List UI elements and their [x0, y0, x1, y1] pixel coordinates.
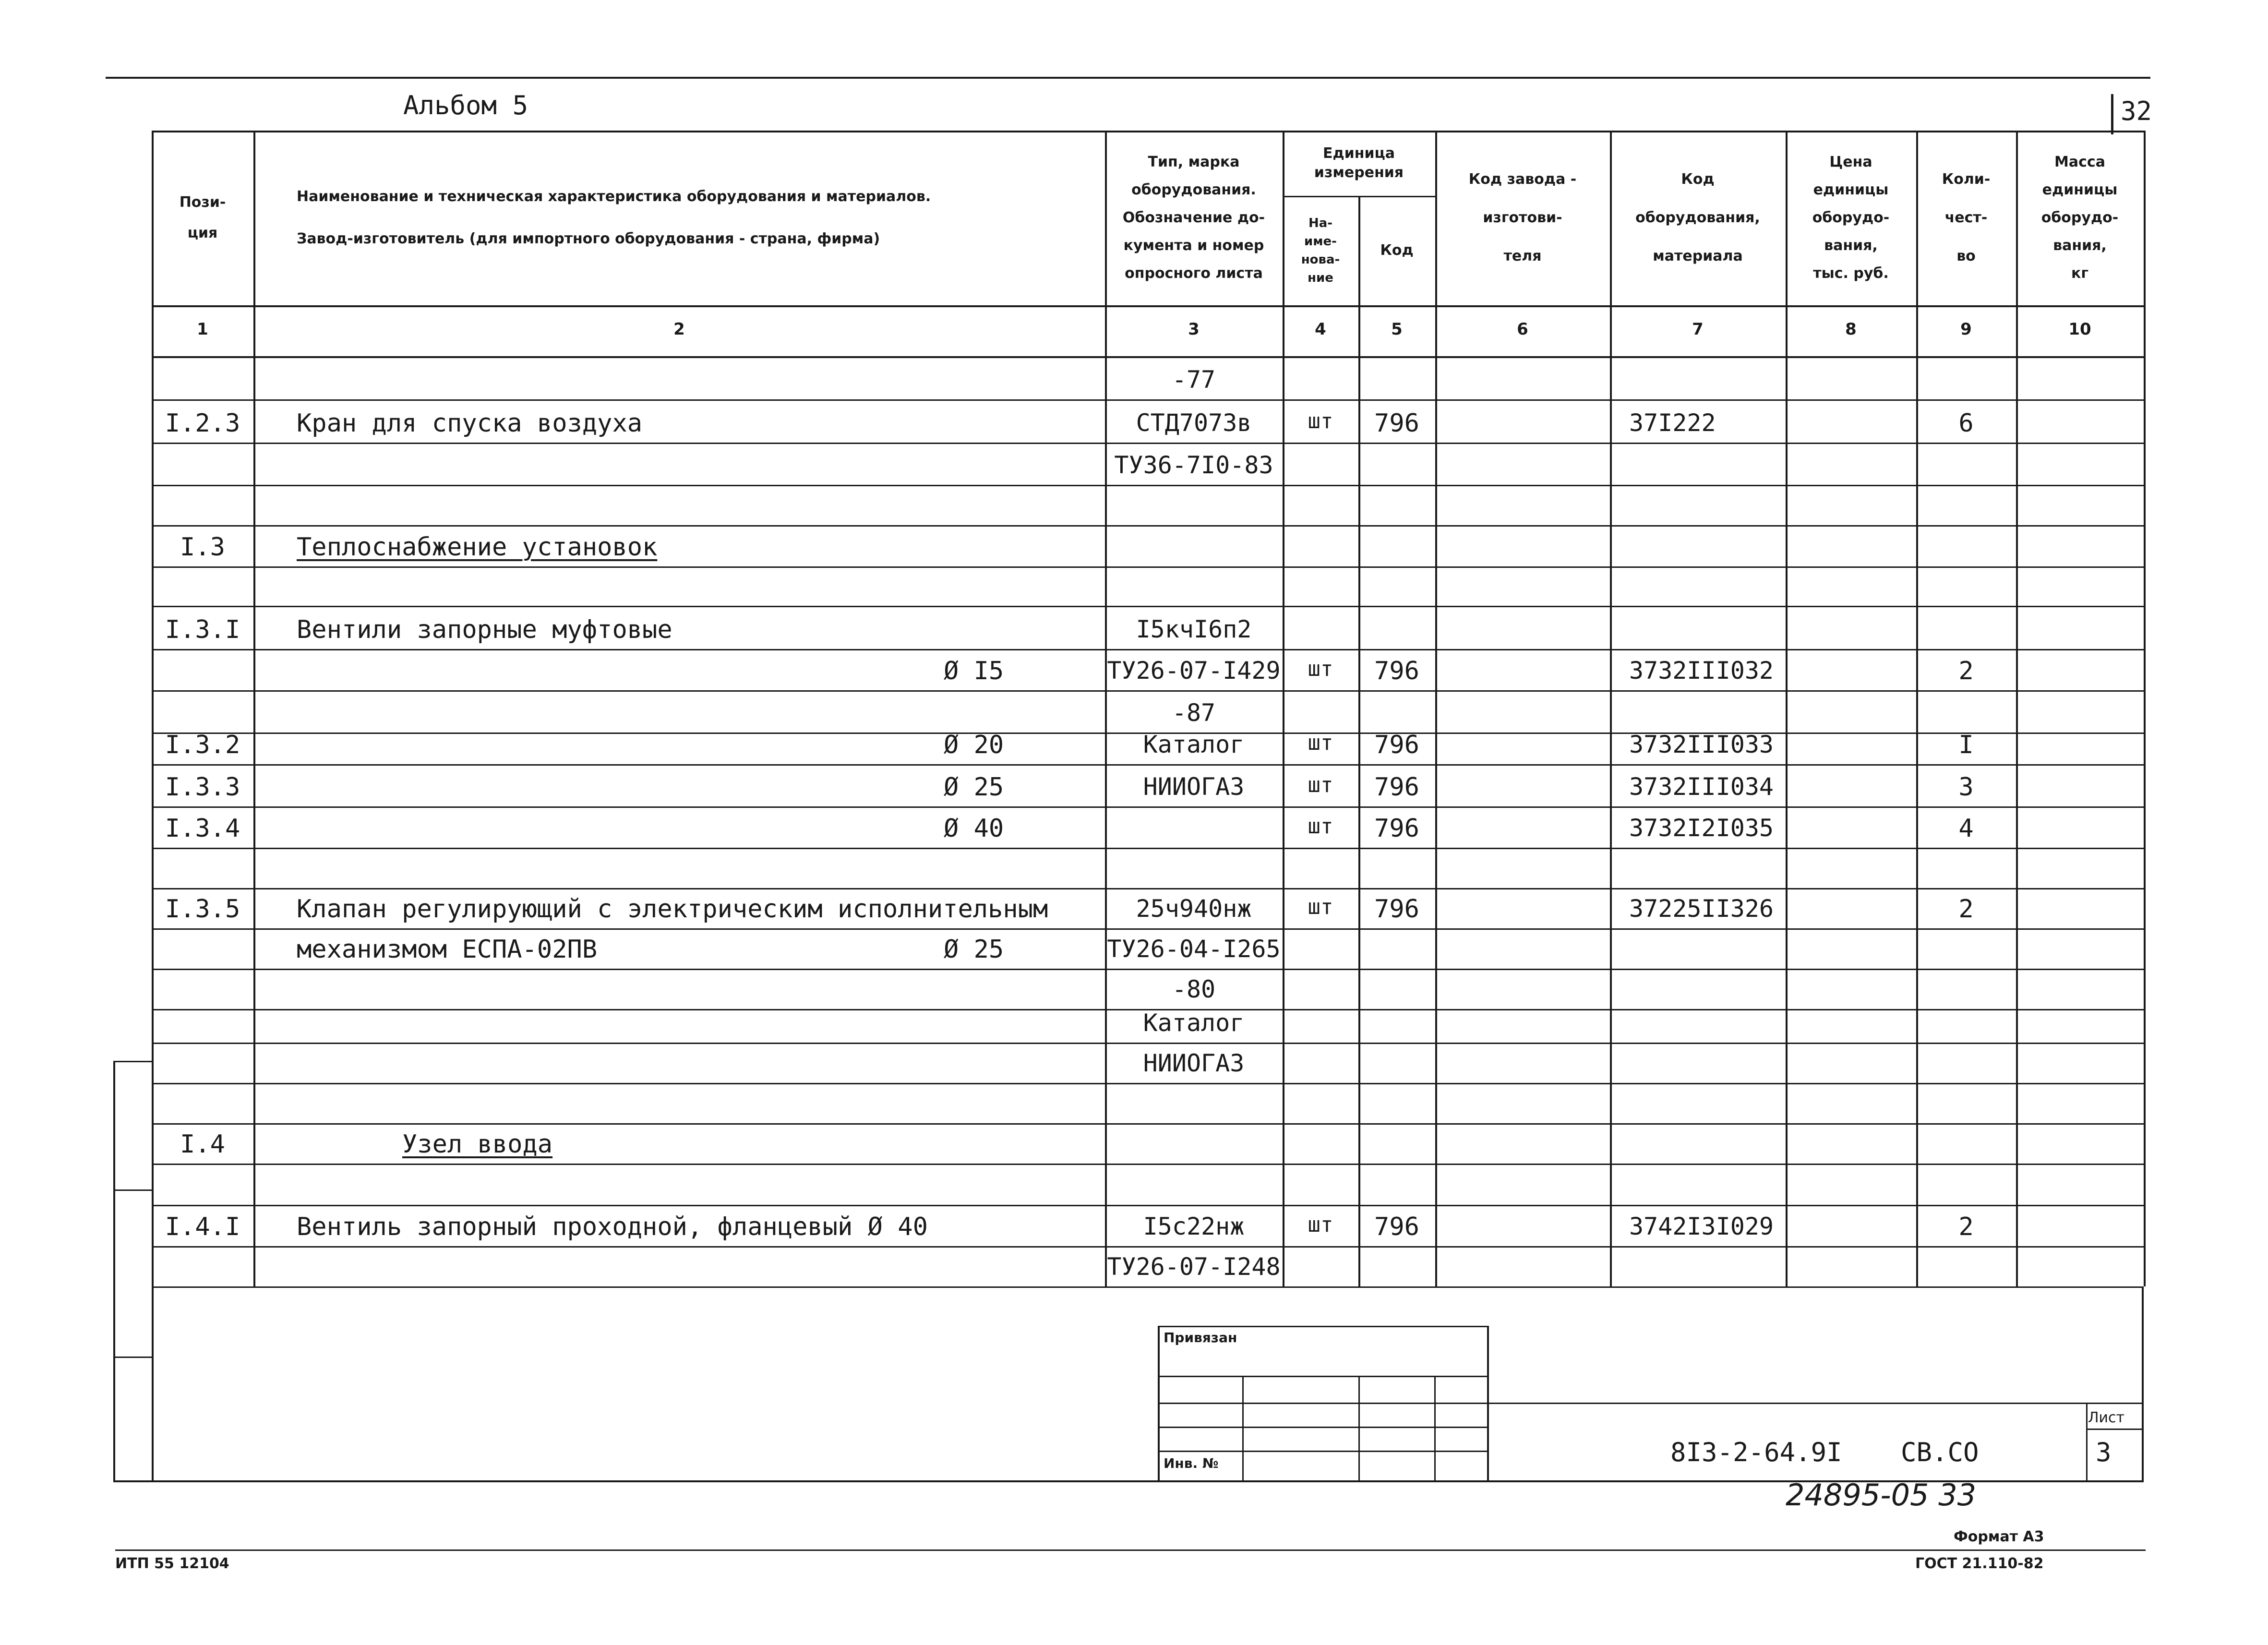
row-position: I.3.I [165, 615, 240, 644]
row-line [152, 485, 2144, 486]
stamp-line [1158, 1451, 1489, 1452]
row-position: I.3.3 [165, 773, 240, 802]
header-col1: Пози- ция [179, 194, 226, 241]
row-equipment-code: 3732III033 [1629, 731, 1774, 758]
frame-right [2142, 1286, 2144, 1482]
row-type: СТД7073в [1136, 409, 1252, 437]
stamp-line [1158, 1326, 1489, 1327]
row-quantity: 2 [1958, 895, 1974, 924]
row-line [152, 888, 2144, 889]
row-type: I5с22нж [1143, 1213, 1245, 1240]
row-line [152, 649, 2144, 650]
row-type: Каталог [1143, 731, 1245, 758]
row-code: 796 [1374, 1213, 1419, 1241]
header-col4_5_group: Единица измерения [1314, 145, 1404, 181]
row-line [152, 848, 2144, 849]
row-equipment-code: 3732I2I035 [1629, 814, 1774, 842]
row-position: I.2.3 [165, 409, 240, 438]
row-equipment-code: 3732III032 [1629, 657, 1774, 684]
row-unit: шт [1308, 814, 1333, 839]
row-position: I.4 [180, 1130, 225, 1159]
number-row-border [152, 356, 2144, 358]
row-type: -80 [1172, 975, 1216, 1003]
row-line [152, 764, 2144, 766]
header-col10: Масса единицы оборудо- вания, кг [2041, 154, 2119, 282]
row-type: НИИОГАЗ [1143, 1049, 1245, 1077]
stamp-line [2086, 1403, 2088, 1482]
stamp-line [1242, 1376, 1244, 1482]
row-line [152, 1205, 2144, 1206]
row-type: ТУ26-07-I429 [1107, 657, 1281, 684]
page-corner-number: 32 [2121, 96, 2152, 126]
corner-mark [2111, 94, 2113, 134]
stamp-line [1487, 1326, 1489, 1482]
column-number: 1 [197, 320, 208, 339]
row-line [152, 969, 2144, 970]
row-equipment-code: 37225II326 [1629, 895, 1774, 923]
handwritten-number: 24895-05 33 [1786, 1477, 1977, 1513]
row-name: механизмом ЕСПА-02ПВ [297, 935, 598, 964]
stamp-line [1158, 1403, 1489, 1404]
row-code: 796 [1374, 895, 1419, 924]
stamp-privyazan: Привязан [1164, 1330, 1237, 1345]
header-bottom-border [152, 305, 2144, 307]
row-line [152, 606, 2144, 607]
column-line [2144, 131, 2146, 1286]
row-line [152, 443, 2144, 444]
row-line [152, 1123, 2144, 1125]
header-col7: Код оборудования, материала [1635, 171, 1760, 264]
list-label: Лист [2088, 1409, 2125, 1426]
row-diameter: Ø 40 [944, 814, 1004, 843]
row-line [152, 806, 2144, 808]
row-code: 796 [1374, 731, 1419, 759]
row-name: Клапан регулирующий с электрическим исполнительным [297, 895, 1048, 924]
row-equipment-code: 37I222 [1629, 409, 1716, 437]
column-number: 10 [2068, 320, 2091, 339]
itp-label: ИТП 55 12104 [115, 1555, 229, 1572]
row-type: ТУ26-04-I265 [1107, 935, 1281, 963]
row-diameter: Ø 25 [944, 935, 1004, 964]
row-type: Каталог [1143, 1009, 1245, 1037]
row-type: 25ч940нж [1136, 895, 1252, 923]
stamp-line [1158, 1376, 1489, 1377]
binding-tick [113, 1189, 152, 1191]
row-name: Вентиль запорный проходной, фланцевый Ø 40 [297, 1213, 928, 1241]
row-quantity: 3 [1958, 773, 1974, 802]
column-number: 2 [673, 320, 685, 339]
gost-label: ГОСТ 21.110-82 [1915, 1555, 2044, 1572]
row-line [152, 1164, 2144, 1165]
row-equipment-code: 3732III034 [1629, 773, 1774, 801]
header-col6: Код завода - изготови- теля [1468, 171, 1577, 264]
row-code: 796 [1374, 814, 1419, 843]
header-col4: На- име- нова- ние [1301, 216, 1340, 285]
binding-tick [113, 1357, 152, 1358]
row-line [152, 690, 2144, 692]
row-line [152, 1246, 2144, 1248]
row-quantity: 2 [1958, 1213, 1974, 1241]
header-col8: Цена единицы оборудо- вания, тыс. руб. [1812, 154, 1890, 282]
row-name: Кран для спуска воздуха [297, 409, 643, 438]
row-code: 796 [1374, 657, 1419, 685]
row-line [152, 1043, 2144, 1044]
row-equipment-code: 3742I3I029 [1629, 1213, 1774, 1240]
column-number: 5 [1391, 320, 1403, 339]
stamp-line [2086, 1429, 2144, 1430]
row-name: Вентили запорные муфтовые [297, 615, 672, 644]
column-number: 8 [1845, 320, 1857, 339]
list-number: 3 [2096, 1437, 2112, 1467]
row-type: ТУ26-07-I248 [1107, 1253, 1281, 1281]
doc-suffix: СВ.СО [1901, 1437, 1979, 1467]
row-line [152, 1286, 2144, 1288]
row-code: 796 [1374, 773, 1419, 802]
row-quantity: 6 [1958, 409, 1974, 438]
header-col9: Коли- чест- во [1942, 171, 1991, 264]
album-label: Альбом 5 [403, 90, 528, 120]
frame-left [152, 1286, 154, 1482]
column-number: 6 [1517, 320, 1528, 339]
row-diameter: Ø 25 [944, 773, 1004, 802]
row-unit: шт [1308, 731, 1333, 755]
row-position: I.3.4 [165, 814, 240, 843]
format-label: Формат А3 [1954, 1528, 2044, 1545]
row-position: I.3 [180, 533, 225, 562]
column-number: 3 [1188, 320, 1200, 339]
row-line [152, 1083, 2144, 1084]
row-unit: шт [1308, 895, 1333, 919]
row-type: ТУ36-7I0-83 [1114, 451, 1273, 479]
row-code: 796 [1374, 409, 1419, 438]
bottom-rule [115, 1549, 2146, 1551]
row-name: Узел ввода [402, 1130, 553, 1159]
stamp-line [1158, 1427, 1489, 1428]
column-number: 7 [1692, 320, 1704, 339]
row-unit: шт [1308, 773, 1333, 797]
header-col2: Наименование и техническая характеристика оборудования и материалов. Завод-изготовитель (для импортного оборудования - страна, фирма) [297, 188, 931, 247]
row-unit: шт [1308, 1213, 1333, 1237]
stamp-line [1358, 1376, 1360, 1482]
column-number: 9 [1960, 320, 1972, 339]
row-diameter: Ø I5 [944, 657, 1004, 685]
row-position: I.4.I [165, 1213, 240, 1241]
binding-tick [113, 1061, 152, 1062]
header-col3: Тип, марка оборудования. Обозначение до- кумента и номер опросного листа [1122, 154, 1265, 282]
row-unit: шт [1308, 409, 1333, 433]
row-type: -87 [1172, 699, 1216, 727]
row-position: I.3.5 [165, 895, 240, 924]
row-quantity: 2 [1958, 657, 1974, 685]
row-name: Теплоснабжение установок [297, 533, 658, 562]
stamp-line [1158, 1326, 1160, 1482]
row-type: I5кчI6п2 [1136, 615, 1252, 643]
row-unit: шт [1308, 657, 1333, 681]
row-line [152, 928, 2144, 930]
row-type: -77 [1172, 366, 1216, 394]
row-quantity: 4 [1958, 814, 1974, 843]
stamp-line [1487, 1403, 2144, 1404]
row-line [152, 399, 2144, 401]
binding-line [113, 1061, 115, 1482]
row-position: I.3.2 [165, 731, 240, 759]
row-line [152, 566, 2144, 568]
doc-code: 8I3-2-64.9I [1670, 1437, 1842, 1467]
row-quantity: I [1958, 731, 1974, 759]
top-rule [106, 77, 2150, 79]
row-diameter: Ø 20 [944, 731, 1004, 759]
header-col5: Код [1380, 242, 1414, 259]
stamp-inv-no: Инв. № [1164, 1455, 1219, 1471]
row-type: НИИОГАЗ [1143, 773, 1245, 801]
stamp-line [1434, 1376, 1436, 1482]
column-number: 4 [1315, 320, 1326, 339]
row-line [152, 525, 2144, 527]
